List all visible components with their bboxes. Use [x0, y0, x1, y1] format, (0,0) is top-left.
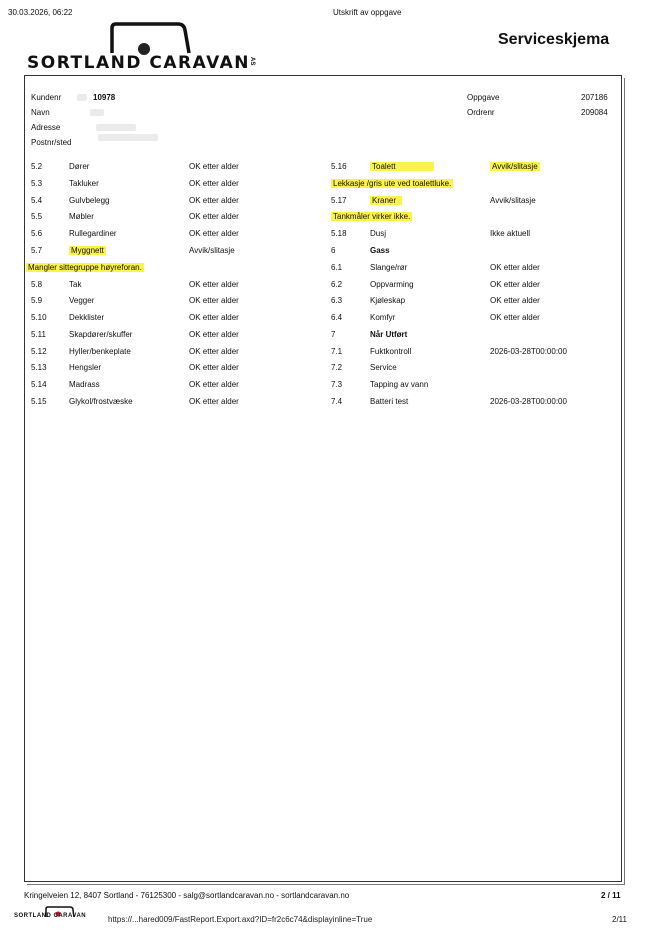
row-note-highlighted: Mangler sittegruppe høyreforan.	[28, 263, 142, 272]
adresse-label: Adresse	[31, 123, 61, 132]
row-note-highlighted: Lekkasje /gris ute ved toalettluke.	[333, 179, 452, 188]
postnr-label: Postnr/sted	[31, 138, 72, 147]
row-num: 5.10	[31, 313, 47, 322]
document-title: Serviceskjema	[498, 31, 610, 48]
row-num: 5.6	[31, 229, 43, 238]
row-value: Avvik/slitasje	[490, 196, 536, 205]
print-page-number: 2/11	[612, 915, 627, 924]
row-label: Tapping av vann	[370, 380, 429, 389]
print-url: https://...hared009/FastReport.Export.axd?ID=fr2c6c74&displayinline=True	[108, 915, 373, 924]
row-value: OK etter alder	[490, 296, 540, 305]
oppgave-value: 207186	[581, 93, 608, 102]
row-label: Madrass	[69, 380, 100, 389]
row-num: 7.4	[331, 397, 343, 406]
row-label: Service	[370, 363, 397, 372]
row-label: Dører	[69, 162, 90, 171]
row-num: 5.5	[31, 212, 43, 221]
row-value: OK etter alder	[490, 263, 540, 272]
section-num: 6	[331, 246, 336, 255]
row-label-highlighted: Toalett	[370, 162, 434, 171]
row-label: Komfyr	[370, 313, 396, 322]
row-value: OK etter alder	[490, 280, 540, 289]
print-datetime: 30.03.2026, 06:22	[8, 8, 73, 17]
row-label: Batteri test	[370, 397, 409, 406]
row-num: 5.14	[31, 380, 47, 389]
row-num: 7.2	[331, 363, 343, 372]
ordrenr-label: Ordrenr	[467, 108, 495, 117]
row-value: OK etter alder	[189, 330, 239, 339]
row-label: Takluker	[69, 179, 99, 188]
section-heading: Gass	[370, 246, 390, 255]
row-value: OK etter alder	[189, 347, 239, 356]
row-num: 6.1	[331, 263, 343, 272]
row-label: Fuktkontroll	[370, 347, 412, 356]
row-value: OK etter alder	[189, 397, 239, 406]
footer-address: Kringelveien 12, 8407 Sortland - 76125300 - salg@sortlandcaravan.no - sortlandcaravan.no	[24, 891, 350, 900]
row-value: OK etter alder	[189, 280, 239, 289]
row-num: 5.4	[31, 196, 43, 205]
section-heading: Når Utført	[370, 330, 408, 339]
row-label: Dusj	[370, 229, 387, 238]
row-label: Slange/rør	[370, 263, 408, 272]
oppgave-label: Oppgave	[467, 93, 500, 102]
row-label: Møbler	[69, 212, 94, 221]
footer-page: 2 / 11	[601, 891, 621, 900]
row-num: 5.2	[31, 162, 43, 171]
row-value: OK etter alder	[189, 196, 239, 205]
row-label-highlighted: Kraner	[370, 196, 402, 205]
row-num: 5.17	[331, 196, 347, 205]
row-value: OK etter alder	[189, 229, 239, 238]
row-label: Kjøleskap	[370, 296, 406, 305]
row-num: 5.16	[331, 162, 347, 171]
row-label: Tak	[69, 280, 82, 289]
row-value: OK etter alder	[189, 179, 239, 188]
row-value: Ikke aktuell	[490, 229, 531, 238]
row-value: OK etter alder	[189, 363, 239, 372]
row-num: 5.15	[31, 397, 47, 406]
logo-text: SORTLAND CARAVAN	[27, 53, 250, 73]
row-label: Dekklister	[69, 313, 105, 322]
row-value: Avvik/slitasje	[189, 246, 235, 255]
row-label: Skapdører/skuffer	[69, 330, 133, 339]
row-num: 6.3	[331, 296, 343, 305]
row-num: 6.2	[331, 280, 343, 289]
logo-suffix: AS	[249, 57, 255, 66]
row-label: Vegger	[69, 296, 95, 305]
row-num: 5.3	[31, 179, 43, 188]
row-label: Glykol/frostvæske	[69, 397, 133, 406]
row-label: Hengsler	[69, 363, 102, 372]
row-value-highlighted: Avvik/slitasje	[492, 162, 538, 171]
row-label-highlighted: Myggnett	[71, 246, 104, 255]
small-logo-text: SORTLAND CARAVAN	[14, 913, 87, 919]
kundenr-value: 10978	[93, 93, 116, 102]
row-num: 6.4	[331, 313, 343, 322]
navn-label: Navn	[31, 108, 50, 117]
row-value: OK etter alder	[189, 296, 239, 305]
row-num: 5.13	[31, 363, 47, 372]
row-num: 5.7	[31, 246, 43, 255]
section-num: 7	[331, 330, 336, 339]
row-value: OK etter alder	[189, 162, 239, 171]
row-num: 5.12	[31, 347, 47, 356]
row-num: 5.9	[31, 296, 43, 305]
row-label: Hyller/benkeplate	[69, 347, 131, 356]
row-label: Oppvarming	[370, 280, 414, 289]
row-value: OK etter alder	[189, 313, 239, 322]
row-num: 5.18	[331, 229, 347, 238]
row-num: 5.8	[31, 280, 43, 289]
row-num: 5.11	[31, 330, 46, 339]
ordrenr-value: 209084	[581, 108, 608, 117]
row-num: 7.3	[331, 380, 343, 389]
row-value: 2026-03-28T00:00:00	[490, 397, 567, 406]
row-note-highlighted: Tankmåler virker ikke.	[333, 212, 411, 221]
row-label: Rullegardiner	[69, 229, 117, 238]
kundenr-label: Kundenr	[31, 93, 62, 102]
print-title: Utskrift av oppgave	[333, 8, 402, 17]
row-label: Gulvbelegg	[69, 196, 110, 205]
row-value: OK etter alder	[490, 313, 540, 322]
row-value: OK etter alder	[189, 212, 239, 221]
row-value: OK etter alder	[189, 380, 239, 389]
row-value: 2026-03-28T00:00:00	[490, 347, 567, 356]
row-num: 7.1	[331, 347, 343, 356]
